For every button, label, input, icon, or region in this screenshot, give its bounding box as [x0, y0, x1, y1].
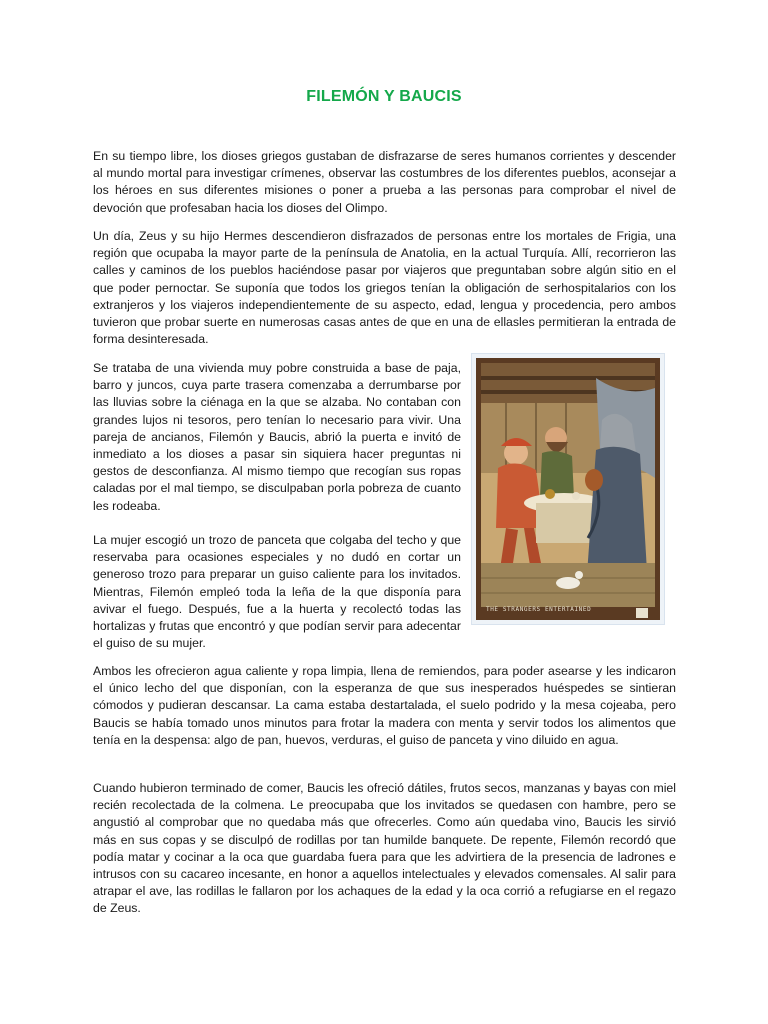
- paragraph-5: Ambos les ofrecieron agua caliente y ropa limpia, llena de remiendos, para poder asearse y les indicaron el único lecho del que disponían, con la esperanza de que sus inesperados huéspedes se sintieran cómodos y pudieran descansar. La cama estaba destartalada, el suelo podrido y la mesa cojeaba, pero Baucis se había tomado unos minutos para frotar la madera con menta y servir todos los alimentos que tenía en la despensa: algo de pan, huevos, verduras, el guiso de panceta y vino diluido en agua.: [93, 664, 676, 747]
- paragraph-4: La mujer escogió un trozo de panceta que colgaba del techo y que reservaba para ocasiones especiales y no dudó en cortar un generoso trozo para preparar un guiso caliente para los invitados. Mientras, Filemón empleó toda la leña de la que disponía para avivar el fuego. Después, fue a la huerta y recolectó todas las hortalizas y frutas que encontró y que podían servir para adecentar el guiso de su mujer.: [93, 533, 461, 651]
- illustration-figure: [471, 353, 665, 625]
- paragraph-6: Cuando hubieron terminado de comer, Baucis les ofreció dátiles, frutos secos, manzanas y bayas con miel recién recolectada de la colmena. Le preocupaba que los invitados se quedasen con hambre, pero se angustió al comprobar que no quedaba más que ofrecerles. Como aún quedaba vino, Baucis les sirvió más en sus copas y se disculpó de rodillas por tan humilde banquete. De repente, Filemón recordó que podía matar y cocinar a la oca que guardaba fuera para que les advirtiera de la presencia de ladrones e intrusos con su cacareo incesante, en honor a aquellos intelectuales y elevados comensales. Al salir para atrapar el ave, las rodillas le fallaron por los achaques de la edad y la oca corrió a refugiarse en el regazo de Zeus.: [93, 781, 676, 916]
- paragraph-3: Se trataba de una vivienda muy pobre construida a base de paja, barro y juncos, cuya parte trasera comenzaba a derrumbarse por las lluvias sobre la ciénaga en la que se alzaba. No contaban con grandes lujos ni tesoros, pero tenían lo necesario para vivir. Una pareja de ancianos, Filemón y Baucis, abrió la puerta e invitó de inmediato a los dioses a pasar sin siquiera hacer preguntas ni gestos de desconfianza. Al mismo tiempo que recogían sus ropas caladas por el mal tiempo, se disculpaban porla pobreza de cuanto les rodeaba.: [93, 361, 461, 513]
- paragraph-2: Un día, Zeus y su hijo Hermes descendieron disfrazados de personas entre los mortales de Frigia, una región que ocupaba la mayor parte de la península de Anatolia, en la actual Turquía. Allí, recorrieron las calles y caminos de los pueblos haciéndose pasar por viajeros que preguntaban sobre algún sitio en el que poder pernoctar. Se suponía que todos los griegos tenían la obligación de serhospitalarios con los extranjeros y los viajeros independientemente de su aspecto, edad, lengua y procedencia, pero ambos tuvieron que probar suerte en numerosas casas antes de que en una de ellasles permitieran la entrada de forma desinteresada.: [93, 229, 676, 347]
- paragraph-1: En su tiempo libre, los dioses griegos gustaban de disfrazarse de seres humanos corrientes y descender al mundo mortal para investigar crímenes, observar las costumbres de los diferentes pueblos, aconsejar a los héroes en sus diferentes misiones o poner a prueba a las personas para comprobar el nivel de devoción que profesaban hacia los dioses del Olimpo.: [93, 149, 676, 215]
- illustration-image: [476, 358, 660, 620]
- document-title: FILEMÓN Y BAUCIS: [306, 88, 462, 105]
- illustration-caption: THE STRANGERS ENTERTAINED: [486, 606, 592, 613]
